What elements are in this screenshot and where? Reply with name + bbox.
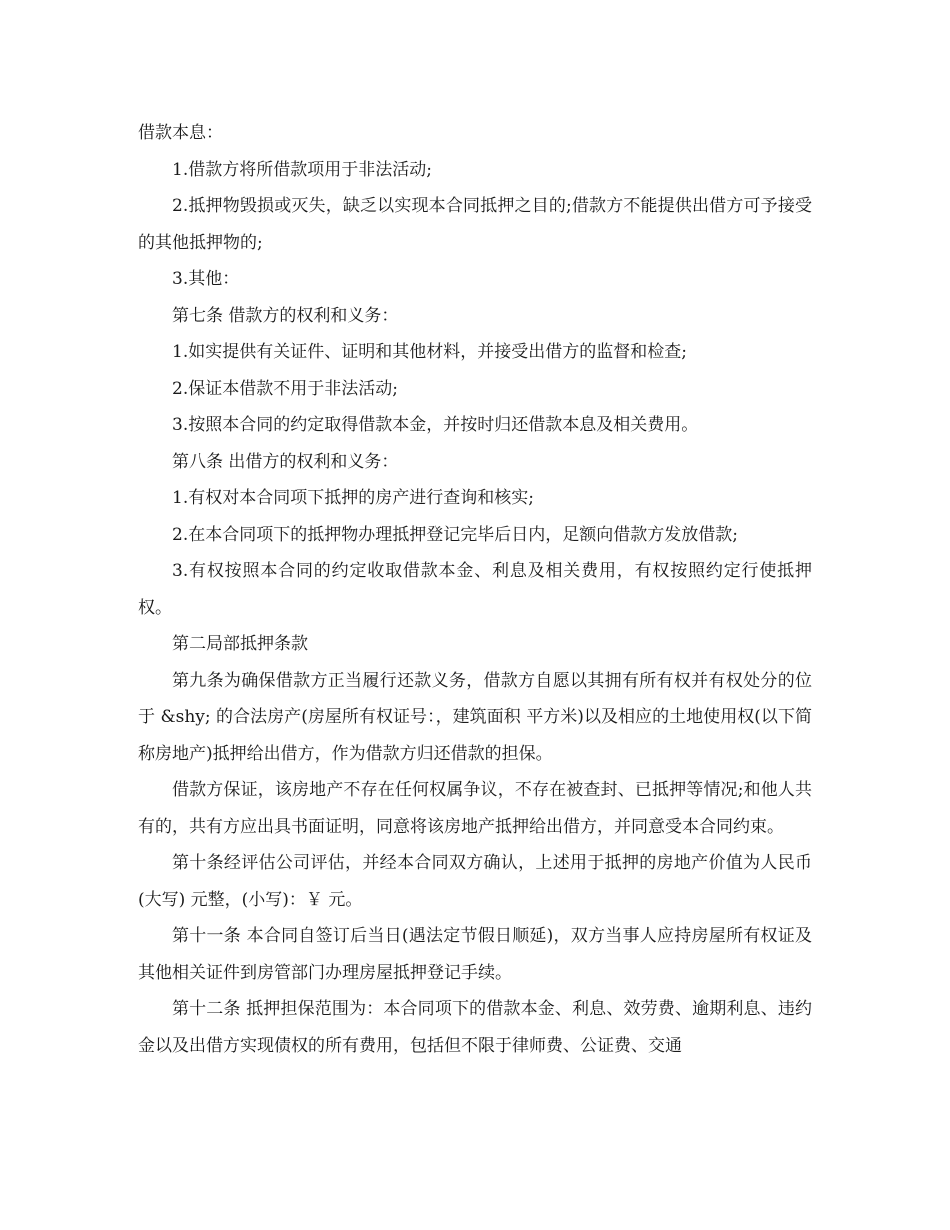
paragraph-clause-6-item-3: 3.其他：: [172, 269, 240, 289]
paragraph-article-11: 第十一条 本合同自签订后当日(遇法定节假日顺延)，双方当事人应持房屋所有权证及其他相关证件到房管部门办理房屋抵押登记手续。: [138, 926, 812, 983]
paragraph-borrower-guarantee: 借款方保证，该房地产不存在任何权属争议，不存在被查封、已抵押等情况;和他人共有的，共有方应出具书面证明，同意将该房地产抵押给出借方，并同意受本合同约束。: [138, 780, 812, 837]
paragraph-article-8-item-2: 2.在本合同项下的抵押物办理抵押登记完毕后日内，足额向借款方发放借款;: [172, 524, 738, 545]
paragraph-article-7-item-1: 1.如实提供有关证件、证明和其他材料，并接受出借方的监督和检查;: [172, 342, 687, 362]
heading-article-8: 第八条 出借方的权利和义务：: [172, 451, 399, 472]
heading-article-7: 第七条 借款方的权利和义务：: [172, 305, 399, 326]
paragraph-article-7-item-3: 3.按照本合同的约定取得借款本金，并按时归还借款本息及相关费用。: [172, 415, 699, 435]
contract-body: [138, 115, 812, 1064]
paragraph-clause-6-item-1: 1.借款方将所借款项用于非法活动;: [172, 159, 432, 180]
paragraph-article-9: 第九条为确保借款方正当履行还款义务，借款方自愿以其拥有所有权并有权处分的位于 &shy; 的合法房产(房屋所有权证号：，建筑面积 平方米)以及相应的土地使用权(以下简称房地产)抵押给出借方，作为借款方归还借款的担保。: [138, 670, 812, 764]
paragraph-loan-principal-interest: 借款本息：: [138, 123, 223, 143]
paragraph-clause-6-item-2: 2.抵押物毁损或灭失，缺乏以实现本合同抵押之目的;借款方不能提供出借方可予接受的其他抵押物的;: [138, 196, 812, 253]
paragraph-article-12: 第十二条 抵押担保范围为：本合同项下的借款本金、利息、效劳费、逾期利息、违约金以及出借方实现债权的所有费用，包括但不限于律师费、公证费、交通: [138, 999, 812, 1056]
paragraph-article-8-item-3: 3.有权按照本合同的约定收取借款本金、利息及相关费用，有权按照约定行使抵押权。: [138, 561, 812, 618]
paragraph-article-8-item-1: 1.有权对本合同项下抵押的房产进行查询和核实;: [172, 488, 534, 508]
paragraph-article-7-item-2: 2.保证本借款不用于非法活动;: [172, 378, 398, 399]
heading-part-2-mortgage-terms: 第二局部抵押条款: [172, 634, 308, 654]
paragraph-article-10: 第十条经评估公司评估，并经本合同双方确认，上述用于抵押的房地产价值为人民币(大写) 元整，(小写)：￥ 元。: [138, 853, 812, 910]
